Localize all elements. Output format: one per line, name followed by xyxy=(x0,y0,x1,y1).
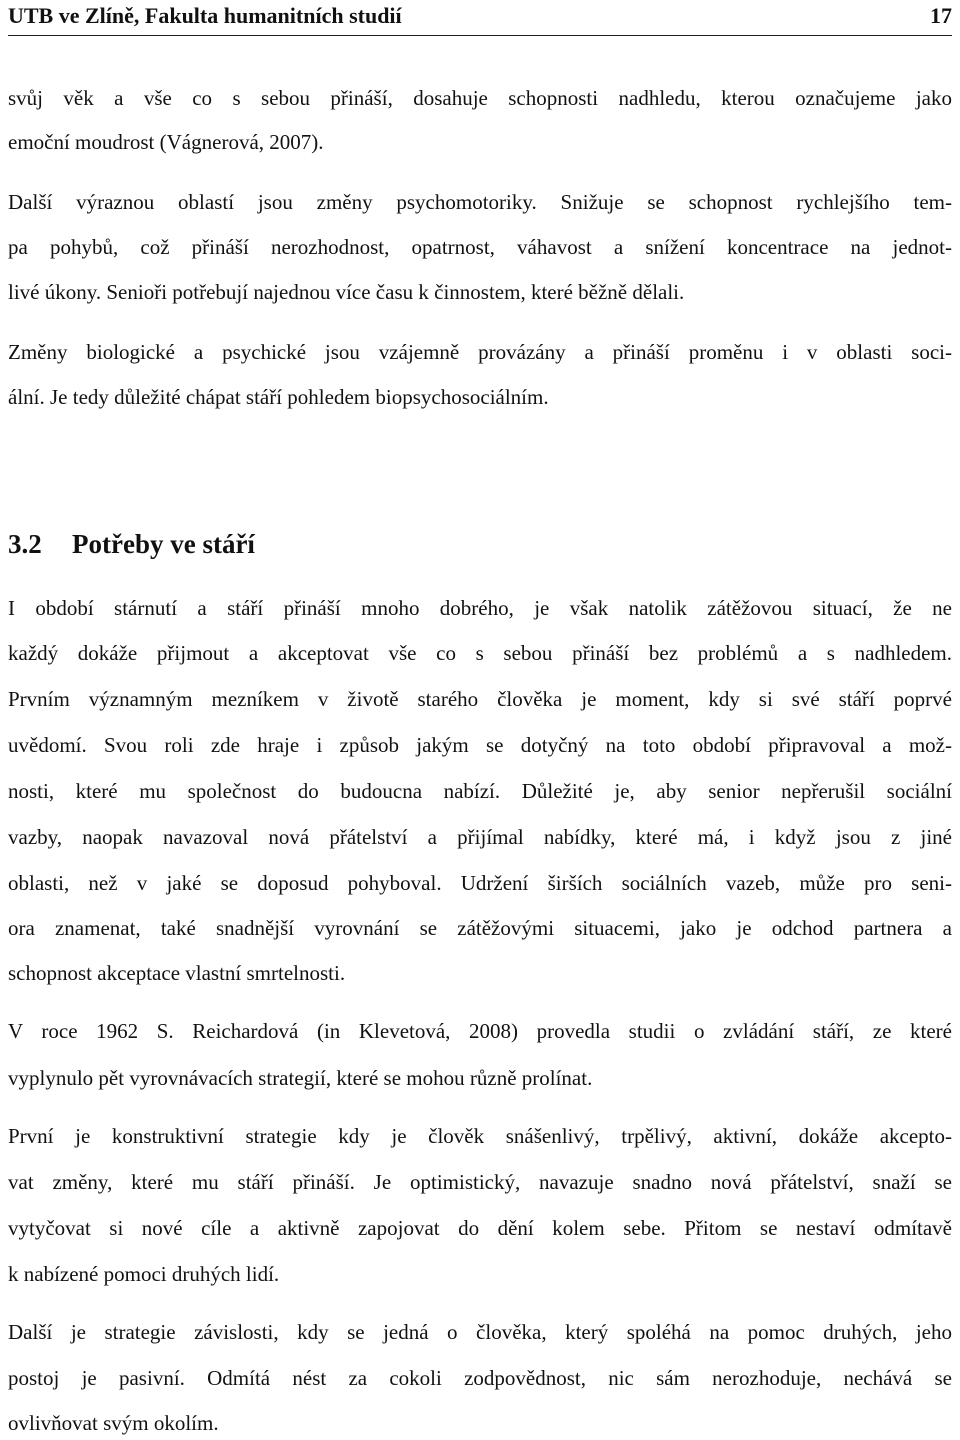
text-line: ovlivňovat svým okolím. xyxy=(8,1411,219,1435)
text-line: Prvním významným mezníkem v životě starého člověka je moment, kdy si své stáří poprvé xyxy=(8,687,952,711)
text-line: V roce 1962 S. Reichardová (in Klevetová, 2008) provedla studii o zvládání stáří, ze které xyxy=(8,1019,952,1043)
text-line: vyplynulo pět vyrovnávacích strategií, které se mohou různě prolínat. xyxy=(8,1066,593,1090)
section-number: 3.2 xyxy=(8,529,42,559)
text-line: Další výraznou oblastí jsou změny psychomotoriky. Snižuje se schopnost rychlejšího tem- xyxy=(8,190,952,214)
text-line: I období stárnutí a stáří přináší mnoho dobrého, je však natolik zátěžovou situací, že ne xyxy=(8,596,952,620)
text-line: emoční moudrost (Vágnerová, 2007). xyxy=(8,130,324,154)
text-line: nosti, které mu společnost do budoucna nabízí. Důležité je, aby senior nepřerušil sociální xyxy=(8,779,952,803)
text-line: postoj je pasivní. Odmítá nést za cokoli zodpovědnost, nic sám nerozhoduje, nechává se xyxy=(8,1366,952,1390)
section-title: Potřeby ve stáří xyxy=(72,529,255,559)
text-line: První je konstruktivní strategie kdy je člověk snášenlivý, trpělivý, aktivní, dokáže akcepto- xyxy=(8,1124,952,1148)
text-line: vytyčovat si nové cíle a aktivně zapojovat do dění kolem sebe. Přitom se nestaví odmítavě xyxy=(8,1216,952,1240)
text-line: ora znamenat, také snadnější vyrovnání se zátěžovými situacemi, jako je odchod partnera a xyxy=(8,916,952,940)
text-line: vazby, naopak navazoval nová přátelství a přijímal nabídky, které má, i když jsou z jiné xyxy=(8,825,952,849)
section-heading xyxy=(8,528,255,560)
text-line: vat změny, které mu stáří přináší. Je optimistický, navazuje snadno nová přátelství, snaží se xyxy=(8,1170,952,1194)
text-line: svůj věk a vše co s sebou přináší, dosahuje schopnosti nadhledu, kterou označujeme jako xyxy=(8,86,952,110)
text-line: Změny biologické a psychické jsou vzájemně provázány a přináší proměnu i v oblasti soci- xyxy=(8,340,952,364)
text-line: oblasti, než v jaké se doposud pohyboval. Udržení širších sociálních vazeb, může pro seni- xyxy=(8,871,952,895)
text-line: livé úkony. Senioři potřebují najednou více času k činnostem, které běžně dělali. xyxy=(8,280,685,304)
text-line: uvědomí. Svou roli zde hraje i způsob jakým se dotyčný na toto období připravoval a mož- xyxy=(8,733,952,757)
page-number: 17 xyxy=(930,3,952,28)
text-line: k nabízené pomoci druhých lidí. xyxy=(8,1262,280,1286)
page-header xyxy=(8,0,952,36)
text-line: schopnost akceptace vlastní smrtelnosti. xyxy=(8,961,346,985)
text-line: Další je strategie závislosti, kdy se jedná o člověka, který spoléhá na pomoc druhých, jeho xyxy=(8,1320,952,1344)
header-title: UTB ve Zlíně, Fakultа humanitních studií xyxy=(8,3,402,28)
text-line: ální. Je tedy důležité chápat stáří pohledem biopsychosociálním. xyxy=(8,385,549,409)
text-line: pa pohybů, což přináší nerozhodnost, opatrnost, váhavost a snížení koncentrace na jednot- xyxy=(8,235,952,259)
text-line: každý dokáže přijmout a akceptovat vše co s sebou přináší bez problémů a s nadhledem. xyxy=(8,641,952,665)
